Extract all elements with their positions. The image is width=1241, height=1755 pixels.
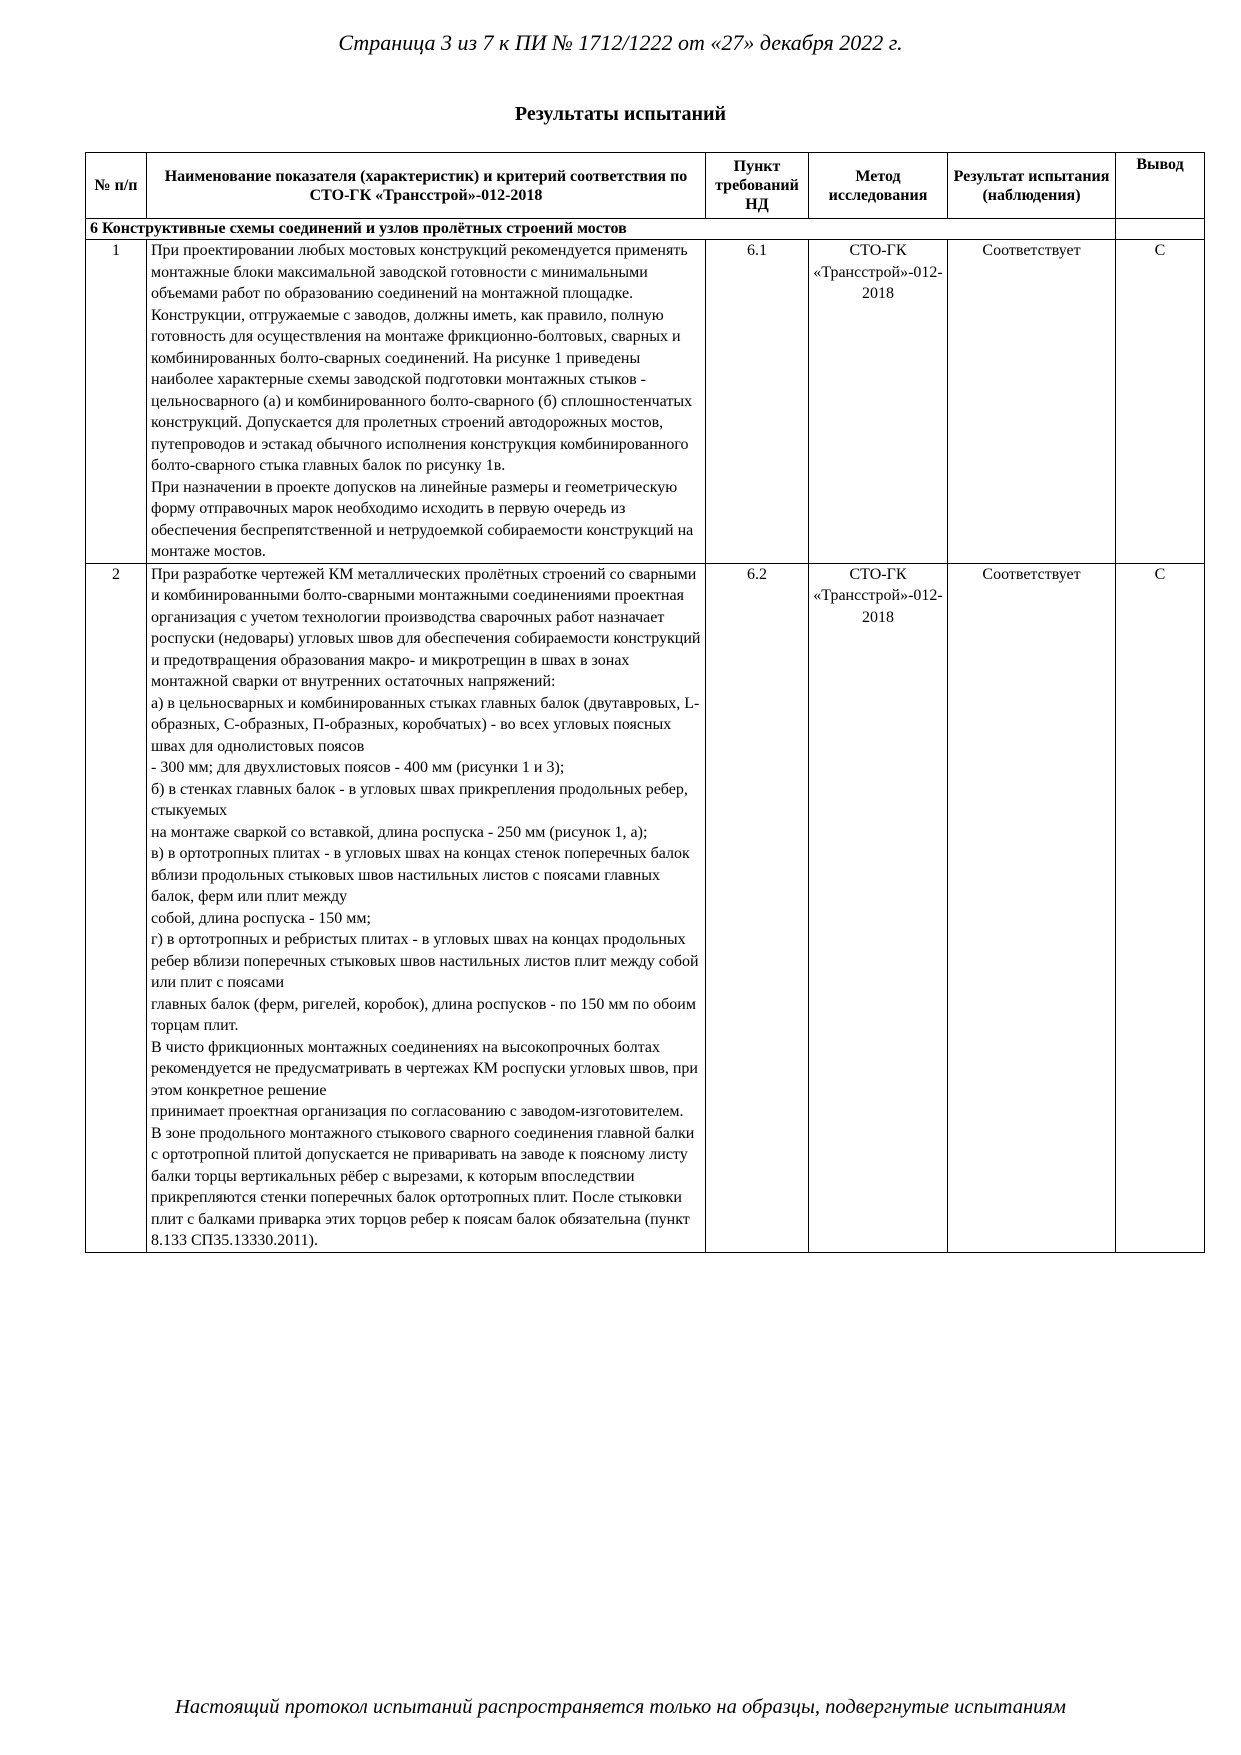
header-name: Наименование показателя (характеристик) и критерий соответствия по СТО-ГК «Трансстрой»-012-2018 [147,153,706,219]
result-cell: Соответствует [948,563,1116,1252]
footer-note: Настоящий протокол испытаний распространяется только на образцы, подвергнутые испытаниям [175,1696,1066,1718]
criterion-paragraph: При назначении в проекте допусков на линейные размеры и геометрическую форму отправочных марок необходимо исходить в первую очередь из обеспечения беспрепятственной и нетрудоемкой собираемости конструкций на монтаже мостов. [151,478,694,560]
criterion-paragraph: В зоне продольного монтажного стыкового сварного соединения главной балки с ортотропной плитой допускается не приваривать на заводе к поясному листу балки торцы вертикальных рёбер с вырезами, к которым впоследствии прикрепляются стенки поперечных балок ортотропных плит. После стыковки плит с балками приварка этих торцов ребер к поясам балок обязательна (пункт 8.133 СП35.13330.2011). [151,1124,695,1249]
results-table [85,152,1205,1253]
table-row [86,240,1205,564]
criterion-paragraph: в) в ортотропных плитах - в угловых швах на концах стенок поперечных балок вблизи продольных стыковых швов настильных листов с поясами главных балок, ферм или плит между [151,845,690,905]
row-number: 2 [86,563,147,1252]
criterion-paragraph: г) в ортотропных и ребристых плитах - в угловых швах на концах продольных ребер вблизи поперечных стыковых швов настильных листов плит между собой или плит с поясами [151,931,699,991]
header-result: Результат испытания (наблюдения) [948,153,1116,219]
header-num: № п/п [86,153,147,219]
clause-cell: 6.2 [706,563,809,1252]
section-empty-cell [1116,219,1205,240]
criterion-paragraph: собой, длина роспуска - 150 мм; [151,909,371,927]
criterion-paragraph: а) в цельносварных и комбинированных стыках главных балок (двутавровых, L-образных, С-образных, П-образных, коробчатых) - во всех угловых поясных швах для однолистовых поясов [151,694,700,755]
page-title: Результаты испытаний [514,103,727,125]
criterion-paragraph: - 300 мм; для двухлистовых поясов - 400 мм (рисунки 1 и 3); [151,759,565,776]
criterion-paragraph: главных балок (ферм, ригелей, коробок), длина роспусков - по 150 мм по обоим торцам плит. [151,995,696,1034]
criterion-paragraph: В чисто фрикционных монтажных соединениях на высокопрочных болтах рекомендуется не предусматривать в чертежах КМ роспуски угловых швов, при этом конкретное решение [151,1038,698,1099]
section-title: 6 Конструктивные схемы соединений и узлов пролётных строений мостов [86,219,1116,240]
header-clause: Пункт требований НД [706,153,809,219]
method-cell: СТО-ГК «Трансстрой»-012-2018 [809,563,948,1252]
table-header-row [86,153,1205,219]
header-method: Метод исследования [809,153,948,219]
table-row [86,563,1205,1252]
page-header: Страница 3 из 7 к ПИ № 1712/1222 от «27» декабря 2022 г. [338,30,903,55]
conclusion-cell: С [1116,563,1205,1252]
criterion-paragraph: Конструкции, отгружаемые с заводов, должны иметь, как правило, полную готовность для осуществления на монтаже фрикционно-болтовых, сварных и комбинированных болто-сварных соединений. На рисунке 1 приведены наиболее характерные схемы заводской подготовки монтажных стыков - цельносварного (а) и комбинированного болто-сварного (б) сплошностенчатых конструкций. Допускается для пролетных строений автодорожных мостов, путепроводов и эстакад обычного исполнения конструкция комбинированного болто-сварного стыка главных балок по рисунку 1в. [151,306,693,474]
criterion-text [147,563,706,1252]
criterion-paragraph: на монтаже сваркой со вставкой, длина роспуска - 250 мм (рисунок 1, а); [151,823,648,841]
clause-cell: 6.1 [706,240,809,564]
conclusion-cell: С [1116,240,1205,564]
row-number: 1 [86,240,147,564]
header-conclusion: Вывод [1116,153,1205,219]
criterion-paragraph: При проектировании любых мостовых конструкций рекомендуется применять монтажные блоки максимальной заводской готовности с минимальными объемами работ по образованию соединений на монтажной площадке. [151,242,688,302]
result-cell: Соответствует [948,240,1116,564]
criterion-paragraph: При разработке чертежей КМ металлических пролётных строений со сварными и комбинированными болто-сварными монтажными соединениями проектная организация с учетом технологии производства сварочных работ назначает роспуски (недовары) угловых швов для обеспечения собираемости конструкций и предотвращения образования макро- и микротрещин в швах в зонах монтажной сварки от внутренних остаточных напряжений: [151,565,701,690]
criterion-paragraph: б) в стенках главных балок - в угловых швах прикрепления продольных ребер, стыкуемых [151,780,688,819]
criterion-text [147,240,706,564]
criterion-paragraph: принимает проектная организация по согласованию с заводом-изготовителем. [151,1103,684,1120]
section-row [86,219,1205,240]
method-cell: СТО-ГК «Трансстрой»-012-2018 [809,240,948,564]
